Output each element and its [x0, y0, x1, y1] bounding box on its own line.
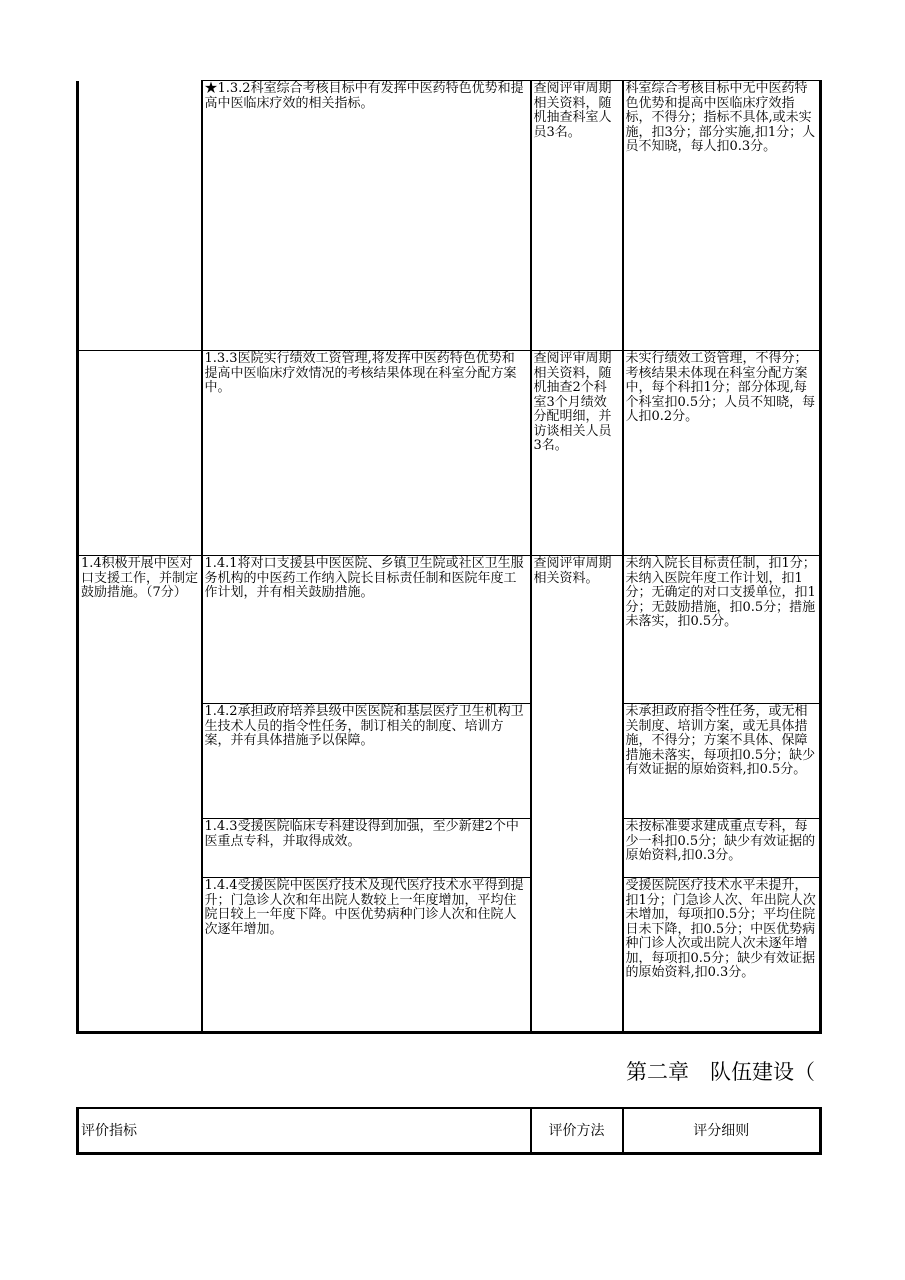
table-row: [78, 556, 821, 704]
header-detail: 评分细则: [623, 1108, 821, 1154]
detail-cell: 未按标准要求建成重点专科，每少一科扣0.5分；缺少有效证据的原始资料,扣0.3分。: [623, 819, 821, 878]
table-row: [78, 351, 821, 556]
method-cell: 查阅评审周期相关资料，随机抽查科室人员3名。: [531, 81, 623, 351]
indicator-cell: [78, 351, 202, 556]
method-cell: 查阅评审周期相关资料。: [531, 556, 623, 1033]
detail-cell: 未实行绩效工资管理，不得分；考核结果未体现在科室分配方案中，每个科扣1分；部分体现,每个科室扣0.5分；人员不知晓，每人扣0.2分。: [623, 351, 821, 556]
item-cell: 1.4.2承担政府培养县级中医医院和基层医疗卫生机构卫生技术人员的指令性任务，制订相关的制度、培训方案，并有具体措施予以保障。: [202, 704, 531, 819]
table-row: [78, 81, 821, 351]
item-cell: 1.3.3医院实行绩效工资管理,将发挥中医药特色优势和提高中医临床疗效情况的考核结果体现在科室分配方案中。: [202, 351, 531, 556]
header-method: 评价方法: [531, 1108, 623, 1154]
detail-cell: 未纳入院长目标责任制，扣1分；未纳入医院年度工作计划，扣1分；无确定的对口支援单位，扣1分；无鼓励措施，扣0.5分；措施未落实，扣0.5分。: [623, 556, 821, 704]
detail-cell: 受援医院医疗技术水平未提升，扣1分；门急诊人次、年出院人次未增加，每项扣0.5分；平均住院日未下降，扣0.5分；中医优势病种门诊人次或出院人次未逐年增加，每项扣0.5分；缺少有效证据的原始资料,扣0.3分。: [623, 878, 821, 1033]
method-cell: 查阅评审周期相关资料，随机抽查2个科室3个月绩效分配明细，并访谈相关人员3名。: [531, 351, 623, 556]
evaluation-table: [76, 80, 822, 1034]
chapter-title: 第二章 队伍建设（: [626, 1060, 815, 1084]
item-cell: 1.4.1将对口支援县中医医院、乡镇卫生院或社区卫生服务机构的中医药工作纳入院长目标责任制和医院年度工作计划，并有相关鼓励措施。: [202, 556, 531, 704]
indicator-cell: 1.4积极开展中医对口支援工作，并制定鼓励措施。（7分）: [78, 556, 202, 1033]
indicator-cell: [78, 81, 202, 351]
item-cell: ★1.3.2科室综合考核目标中有发挥中医药特色优势和提高中医临床疗效的相关指标。: [202, 81, 531, 351]
item-cell: 1.4.3受援医院临床专科建设得到加强，至少新建2个中医重点专科，并取得成效。: [202, 819, 531, 878]
header-row: [78, 1108, 821, 1154]
detail-cell: 未承担政府指令性任务，或无相关制度、培训方案，或无具体措施，不得分；方案不具体、保障措施未落实，每项扣0.5分；缺少有效证据的原始资料,扣0.5分。: [623, 704, 821, 819]
header-indicator: 评价指标: [78, 1108, 531, 1154]
header-table: [76, 1107, 822, 1155]
detail-cell: 科室综合考核目标中无中医药特色优势和提高中医临床疗效指标，不得分；指标不具体,或未实施，扣3分；部分实施,扣1分；人员不知晓，每人扣0.3分。: [623, 81, 821, 351]
item-cell: 1.4.4受援医院中医医疗技术及现代医疗技术水平得到提升；门急诊人次和年出院人数较上一年度增加，平均住院日较上一年度下降。中医优势病种门诊人次和住院人次逐年增加。: [202, 878, 531, 1033]
